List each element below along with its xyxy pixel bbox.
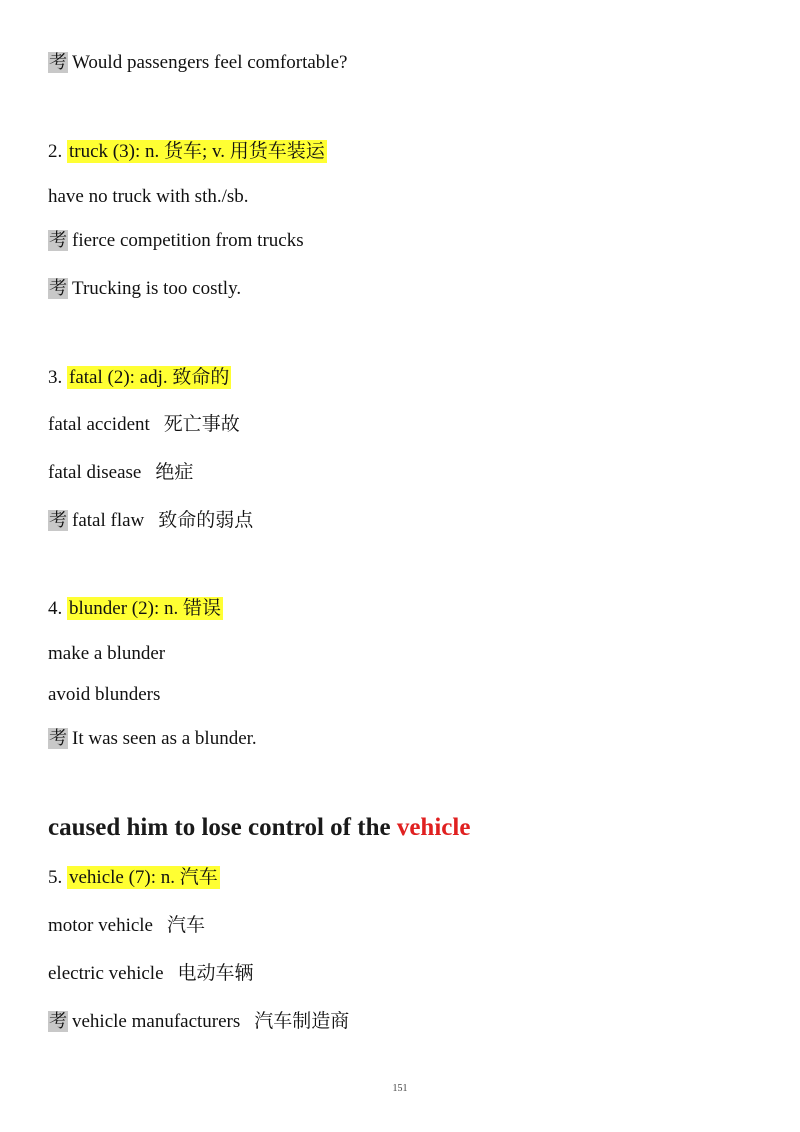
headline-keyword: vehicle (396, 814, 471, 841)
entry-headword: blunder (2): n. 错误 (69, 598, 221, 619)
phrase-translation: 绝症 (155, 462, 194, 483)
phrase-text: It was seen as a blunder. (72, 728, 257, 749)
phrase-text: motor vehicle (48, 915, 153, 936)
exam-mark: 考 (49, 510, 67, 531)
entry-truck-item-1 (48, 184, 249, 210)
entry-fatal-item-3 (48, 508, 253, 534)
phrase-text: make a blunder (48, 643, 166, 664)
entry-truck-heading (48, 139, 327, 165)
entry-number: 3. (48, 367, 63, 388)
entry-number: 4. (48, 598, 63, 619)
phrase-translation: 致命的弱点 (158, 510, 254, 531)
page-number: 151 (392, 1083, 408, 1094)
phrase-text: have no truck with sth./sb. (48, 186, 249, 207)
entry-blunder-item-2 (48, 682, 160, 708)
phrase-translation: 电动车辆 (177, 963, 254, 984)
phrase-text: electric vehicle (48, 963, 164, 984)
entry-headword: truck (3): n. 货车; v. 用货车装运 (69, 141, 325, 162)
phrase-text: fierce competition from trucks (72, 230, 304, 251)
entry-fatal-heading (48, 365, 231, 391)
exam-mark: 考 (49, 230, 67, 251)
entry-number: 2. (48, 141, 63, 162)
entry-blunder-item-3 (48, 726, 257, 752)
entry-headword: vehicle (7): n. 汽车 (69, 867, 218, 888)
section-headline (48, 810, 470, 846)
entry-headword: fatal (2): adj. 致命的 (69, 367, 230, 388)
phrase-text: vehicle manufacturers (72, 1011, 241, 1032)
entry-fatal-item-1 (48, 412, 240, 438)
phrase-translation: 汽车制造商 (254, 1011, 350, 1032)
phrase-translation: 汽车 (167, 915, 206, 936)
phrase-text: fatal accident (48, 414, 150, 435)
exam-mark: 考 (49, 52, 67, 73)
entry-vehicle-item-2 (48, 961, 254, 987)
phrase-text: Trucking is too costly. (72, 278, 242, 299)
intro-sentence: Would passengers feel comfortable? (72, 52, 348, 73)
entry-truck-item-2 (48, 228, 304, 254)
entry-vehicle-item-1 (48, 913, 205, 939)
entry-truck-item-3 (48, 276, 241, 302)
phrase-text: fatal disease (48, 462, 142, 483)
entry-fatal-item-2 (48, 460, 193, 486)
entry-vehicle-item-3 (48, 1009, 349, 1035)
phrase-text: fatal flaw (72, 510, 145, 531)
phrase-translation: 死亡事故 (163, 414, 240, 435)
entry-number: 5. (48, 867, 63, 888)
exam-mark: 考 (49, 728, 67, 749)
entry-vehicle-heading (48, 865, 220, 891)
exam-mark: 考 (49, 1011, 67, 1032)
exam-mark: 考 (49, 278, 67, 299)
intro-line (48, 50, 347, 76)
headline-text: caused him to lose control of the (48, 814, 397, 841)
entry-blunder-heading (48, 596, 223, 622)
entry-blunder-item-1 (48, 641, 165, 667)
phrase-text: avoid blunders (48, 684, 161, 705)
